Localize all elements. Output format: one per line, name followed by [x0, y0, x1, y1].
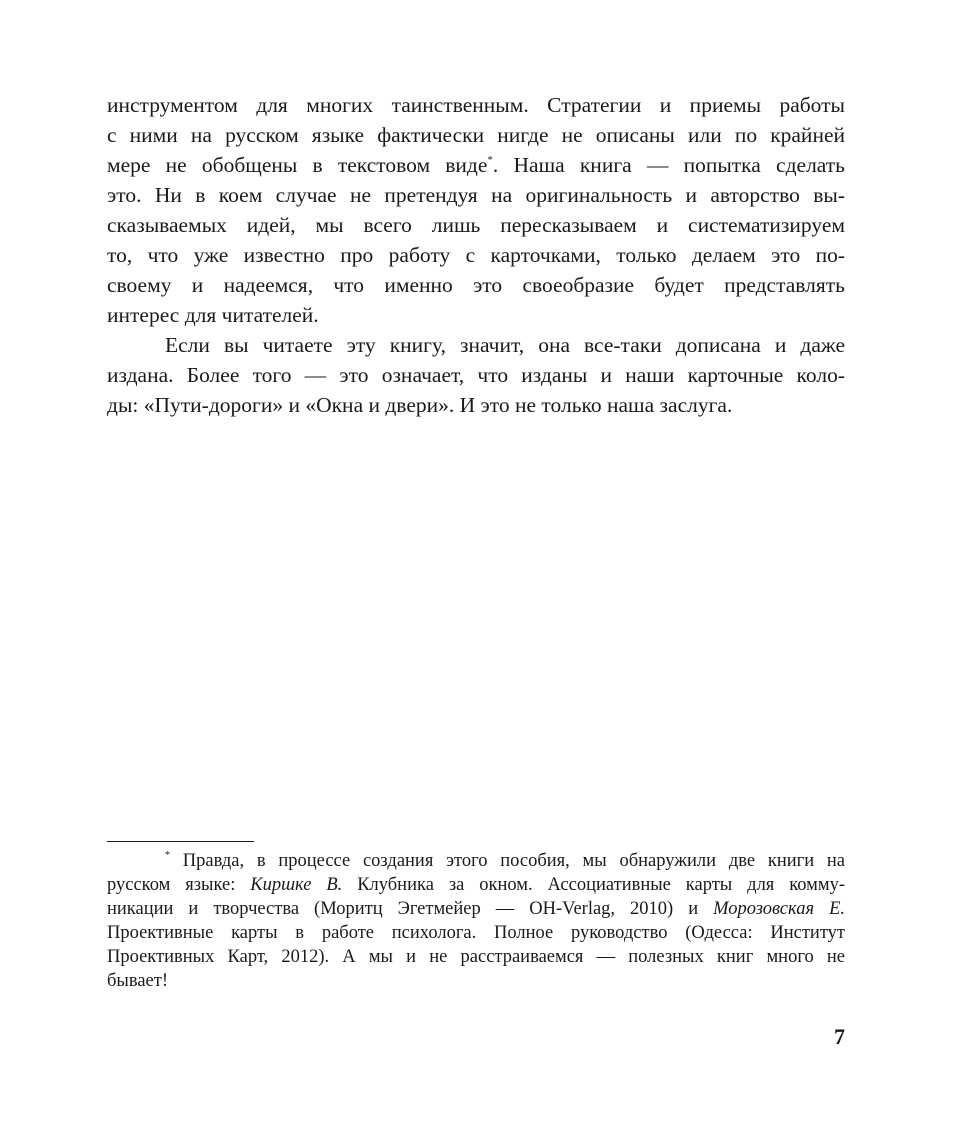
- text-line: [107, 873, 845, 897]
- text-line: Проективных Карт, 2012). А мы и не расстраиваемся — полезных книг много не: [107, 947, 845, 967]
- author-name: Киршке В.: [250, 875, 343, 895]
- text-fragment: русском языке:: [107, 875, 251, 895]
- main-text: [107, 90, 845, 420]
- paragraph-2: [107, 330, 845, 420]
- text-line: это. Ни в коем случае не претендуя на оригинальность и авторство вы-: [107, 183, 845, 207]
- paragraph-1: [107, 90, 845, 330]
- text-line: ды: «Пути-дороги» и «Окна и двери». И это не только наша заслуга.: [107, 393, 733, 417]
- text-line: с ними на русском языке фактически нигде не описаны или по крайней: [107, 123, 845, 147]
- page-number: 7: [834, 1024, 845, 1049]
- text-line: Если вы читаете эту книгу, значит, она все-таки дописана и даже: [165, 333, 845, 357]
- author-name: Морозовская Е.: [713, 899, 845, 919]
- text-line: Проективные карты в работе психолога. Полное руководство (Одесса: Институт: [107, 923, 845, 943]
- text-line: [107, 849, 845, 873]
- text-line: [107, 897, 845, 921]
- text-line: бывает!: [107, 971, 169, 991]
- text-line: издана. Более того — это означает, что изданы и наши карточные коло-: [107, 363, 845, 387]
- footnote-reference: *: [487, 154, 493, 166]
- text-line: инструментом для многих таинственным. Стратегии и приемы работы: [107, 93, 845, 117]
- text-fragment: . Наша книга — попытка сделать: [492, 153, 845, 177]
- text-line: сказываемых идей, мы всего лишь пересказываем и систематизируем: [107, 213, 845, 237]
- text-fragment: никации и творчества (Моритц Эгетмейер — OH-Verlag, 2010) и: [107, 899, 714, 919]
- text-line: интерес для читателей.: [107, 303, 319, 327]
- text-fragment: Правда, в процессе создания этого пособия, мы обнаружили две книги на: [182, 851, 845, 871]
- text-fragment: мере не обобщены в текстовом виде: [107, 153, 488, 177]
- footnote-marker: *: [165, 850, 170, 861]
- text-line: то, что уже известно про работу с карточками, только делаем это по-: [107, 243, 845, 267]
- footnote: [107, 849, 845, 993]
- text-line: [107, 150, 845, 180]
- text-fragment: Клубника за окном. Ассоциативные карты для комму-: [342, 875, 845, 895]
- footnote-divider: [107, 841, 254, 842]
- text-line: своему и надеемся, что именно это своеобразие будет представлять: [107, 273, 845, 297]
